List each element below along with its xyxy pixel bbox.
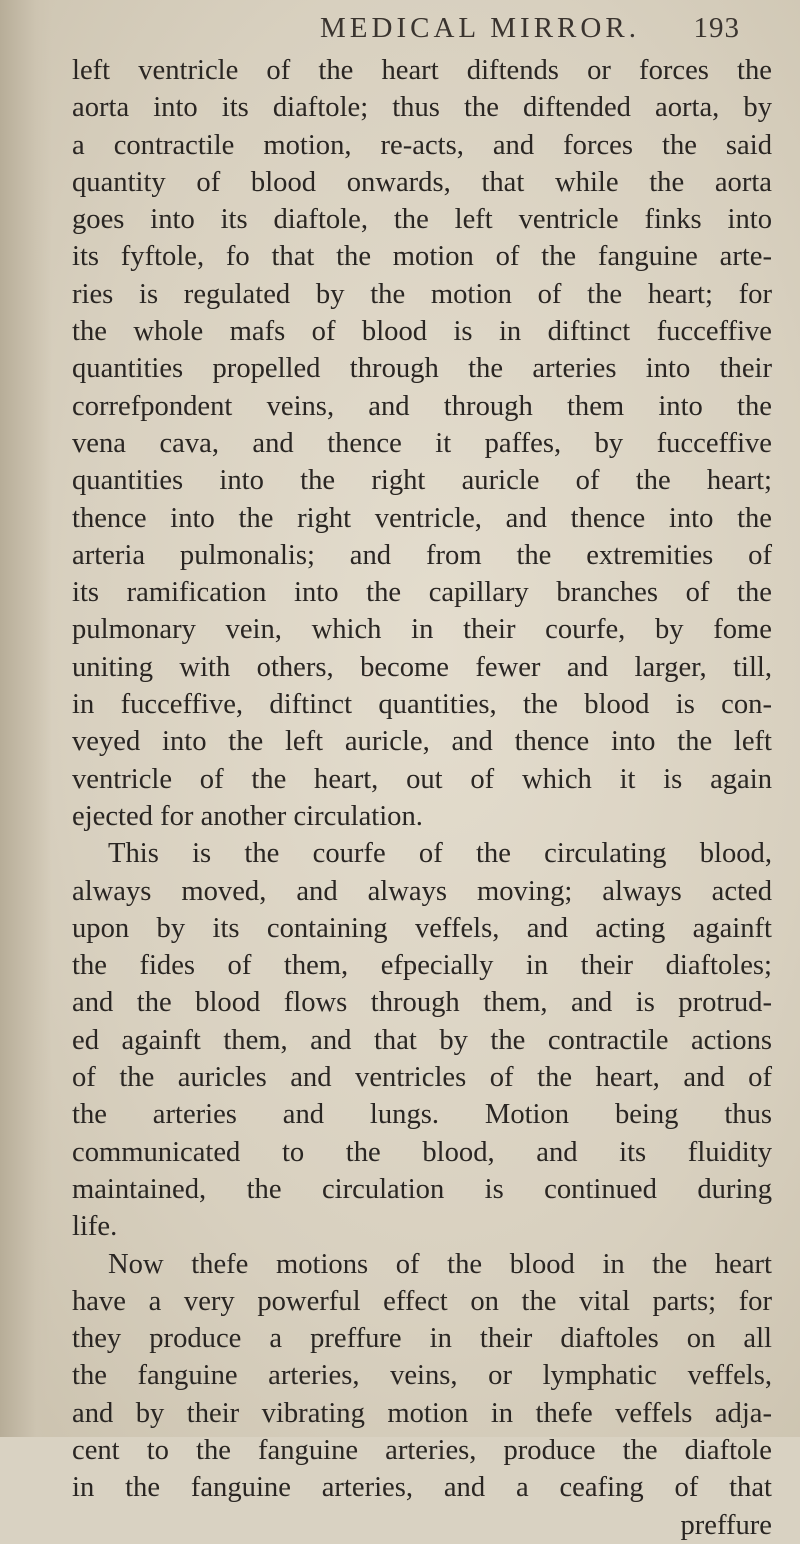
text-line: quantity of blood onwards, that while the aorta [72, 166, 772, 198]
text-line: vena cava, and thence it paffes, by fucceffive [72, 427, 772, 459]
paragraph-start-line: Now thefe motions of the blood in the heart [108, 1248, 772, 1280]
text-line: have a very powerful effect on the vital parts; for [72, 1285, 772, 1317]
text-line: upon by its containing veffels, and acting againft [72, 912, 772, 944]
text-line: cent to the fanguine arteries, produce the diaftole [72, 1434, 772, 1466]
running-title: MEDICAL MIRROR. [320, 12, 640, 44]
text-line: its fyftole, fo that the motion of the fanguine arte- [72, 241, 772, 273]
text-line: ventricle of the heart, out of which it is again [72, 763, 772, 795]
body-text [72, 52, 772, 1544]
text-line: maintained, the circulation is continued during [72, 1173, 772, 1205]
text-line: the arteries and lungs. Motion being thus [72, 1099, 772, 1131]
text-line: always moved, and always moving; always acted [72, 875, 772, 907]
text-line: in the fanguine arteries, and a ceafing of that [72, 1472, 772, 1504]
text-line: the whole mafs of blood is in diftinct fucceffive [72, 316, 772, 348]
text-line: thence into the right ventricle, and thence into the [72, 502, 772, 534]
text-line: uniting with others, become fewer and larger, till, [72, 651, 772, 683]
text-line: pulmonary vein, which in their courfe, by fome [72, 614, 772, 646]
text-line: ed againft them, and that by the contractile actions [72, 1024, 772, 1056]
text-line: ejected for another circulation. [72, 800, 423, 832]
text-line: quantities propelled through the arteries into their [72, 353, 772, 385]
text-line: goes into its diaftole, the left ventricle finks into [72, 204, 772, 236]
text-line: its ramification into the capillary branches of the [72, 577, 772, 609]
text-line: life. [72, 1211, 118, 1243]
text-line: in fucceffive, diftinct quantities, the blood is con- [72, 689, 772, 721]
text-line: of the auricles and ventricles of the heart, and of [72, 1062, 772, 1094]
text-line: the fides of them, efpecially in their diaftoles; [72, 950, 772, 982]
text-line: communicated to the blood, and its fluidity [72, 1136, 772, 1168]
text-line: left ventricle of the heart diftends or forces the [72, 55, 772, 86]
text-line: veyed into the left auricle, and thence into the left [72, 726, 772, 758]
text-line: correfpondent veins, and through them into the [72, 390, 772, 422]
text-line: and by their vibrating motion in thefe veffels adja- [72, 1397, 772, 1429]
text-line: a contractile motion, re-acts, and forces the said [72, 129, 772, 161]
text-line: quantities into the right auricle of the heart; [72, 465, 772, 497]
text-line: ries is regulated by the motion of the heart; for [72, 278, 772, 310]
text-line: arteria pulmonalis; and from the extremities of [72, 539, 772, 571]
page-number: 193 [693, 12, 740, 44]
text-line: they produce a preffure in their diaftoles on all [72, 1323, 772, 1355]
paragraph-start-line: This is the courfe of the circulating blood, [108, 838, 772, 870]
text-line: and the blood flows through them, and is protrud- [72, 987, 772, 1019]
catchword: preffure [680, 1509, 772, 1541]
page-header [250, 6, 740, 52]
text-line: aorta into its diaftole; thus the diftended aorta, by [72, 92, 772, 124]
text-line: the fanguine arteries, veins, or lymphatic veffels, [72, 1360, 772, 1392]
